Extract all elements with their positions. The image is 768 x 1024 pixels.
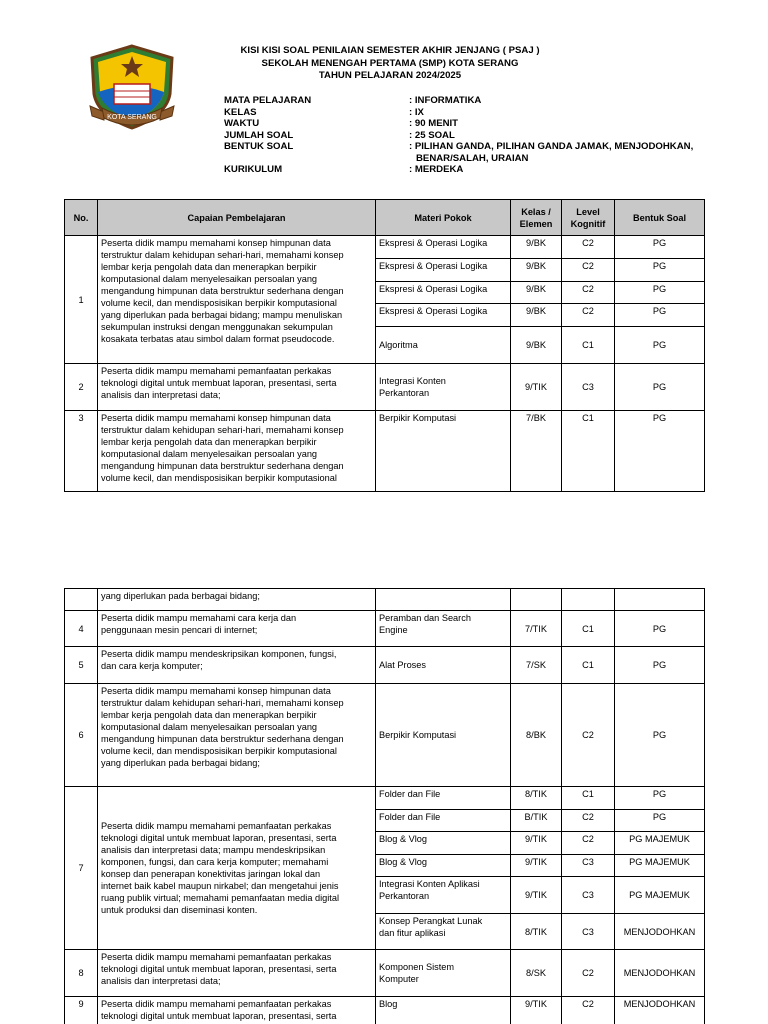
table-row [65, 411, 705, 492]
table-row [65, 364, 705, 411]
table-row [65, 950, 705, 997]
value-bentuk [409, 141, 719, 164]
cell-bentuk: PG [615, 327, 705, 364]
cell-materi: Berpikir Komputasi [376, 411, 511, 492]
cell-bentuk: PG [615, 236, 705, 259]
cell-level [562, 589, 615, 611]
info-row-jumlah [224, 130, 719, 142]
table-row [65, 589, 705, 611]
cell-level: C3 [562, 877, 615, 914]
cell-no: 2 [65, 364, 98, 411]
cell-cp: Peserta didik mampu memahami konsep himpunan data terstruktur dalam kehidupan sehari-hari, memahami konsep lembar kerja pengolah data dan menerapkan berpikir komputasional dalam menyelesaikan persoalan yang mengandung himpunan data berstruktur sederhana dengan volume kecil, dan mendisposisikan berpikir komputasional yang diperlukan pada berbagai bidang; mampu menuliskan sekumpulan instruksi dengan menggunakan sekumpulan kosakata terbatas atau simbol dalam format pseudocode. [98, 236, 376, 364]
logo-text: KOTA SERANG [107, 114, 157, 121]
cell-level: C2 [562, 282, 615, 304]
cell-level: C2 [562, 997, 615, 1024]
cell-materi: Peramban dan Search Engine [376, 611, 511, 647]
cell-bentuk: PG [615, 364, 705, 411]
cell-kelas: 9/BK [511, 236, 562, 259]
cell-kelas: 9/BK [511, 282, 562, 304]
cell-kelas: 9/BK [511, 327, 562, 364]
table-row [65, 787, 705, 810]
cell-kelas: 9/TIK [511, 364, 562, 411]
cell-cp: Peserta didik mampu mendeskripsikan komponen, fungsi, dan cara kerja komputer; [98, 647, 376, 684]
info-row-kurikulum [224, 164, 719, 176]
label-waktu: WAKTU [224, 118, 260, 129]
table-row [65, 647, 705, 684]
cell-bentuk: PG [615, 304, 705, 327]
cell-materi: Blog [376, 997, 511, 1024]
cell-no: 7 [65, 787, 98, 950]
cell-no: 9 [65, 997, 98, 1024]
cell-materi: Folder dan File [376, 810, 511, 832]
cell-level: C2 [562, 950, 615, 997]
cell-materi: Ekspresi & Operasi Logika [376, 282, 511, 304]
cell-kelas: 9/BK [511, 259, 562, 282]
cell-level: C2 [562, 684, 615, 787]
cell-bentuk: MENJODOHKAN [615, 914, 705, 950]
title-line-3: TAHUN PELAJARAN 2024/2025 [318, 70, 462, 82]
cell-level: C3 [562, 364, 615, 411]
title-line-1: KISI KISI SOAL PENILAIAN SEMESTER AKHIR JENJANG ( PSAJ ) [240, 45, 540, 56]
info-row-kelas [224, 107, 719, 119]
cell-cp: Peserta didik mampu memahami pemanfaatan perkakas teknologi digital untuk membuat laporan, presentasi, serta analisis dan interpretasi data; mampu mendeskripsikan komponen, fungsi, dan cara kerja komputer; memahami konsep dan penerapan konektivitas jaringan lokal dan internet baik kabel maupun nirkabel; dan mengetahui jenis ruang publik virtual; memahami pemanfaatan media digital untuk produksi dan diseminasi konten. [98, 787, 376, 950]
cell-kelas: 8/BK [511, 684, 562, 787]
cell-bentuk: MENJODOHKAN [615, 950, 705, 997]
value-kelas: : IX [409, 106, 424, 118]
header-bentuk: Bentuk Soal [615, 200, 705, 236]
cell-materi: Integrasi Konten Perkantoran [376, 364, 511, 411]
cell-materi: Berpikir Komputasi [376, 684, 511, 787]
cell-level: C1 [562, 327, 615, 364]
cell-bentuk: PG [615, 787, 705, 810]
table-header-row [65, 200, 705, 236]
cell-level: C3 [562, 855, 615, 877]
cell-level: C2 [562, 810, 615, 832]
table-row [65, 997, 705, 1024]
value-waktu: : 90 MENIT [409, 118, 459, 129]
cell-materi: Ekspresi & Operasi Logika [376, 236, 511, 259]
cell-level: C2 [562, 832, 615, 855]
cell-materi: Ekspresi & Operasi Logika [376, 259, 511, 282]
cell-no: 3 [65, 411, 98, 492]
cell-cp: Peserta didik mampu memahami pemanfaatan perkakas teknologi digital untuk membuat laporan, presentasi, serta [98, 997, 376, 1024]
cell-bentuk: PG [615, 282, 705, 304]
cell-materi: Algoritma [376, 327, 511, 364]
kota-serang-logo [84, 44, 180, 134]
cell-kelas: 8/TIK [511, 787, 562, 810]
cell-no: 1 [65, 236, 98, 364]
cell-kelas: 9/BK [511, 304, 562, 327]
cell-kelas: 9/TIK [511, 832, 562, 855]
cell-kelas: 9/TIK [511, 877, 562, 914]
value-bentuk-line1: : PILIHAN GANDA, PILIHAN GANDA JAMAK, MENJODOHKAN, [409, 141, 694, 152]
label-bentuk: BENTUK SOAL [224, 141, 294, 152]
cell-materi: Folder dan File [376, 787, 511, 810]
cell-cp: Peserta didik mampu memahami pemanfaatan perkakas teknologi digital untuk membuat laporan, presentasi, serta analisis dan interpretasi data; [98, 950, 376, 997]
cell-bentuk: PG [615, 684, 705, 787]
cell-bentuk: PG [615, 810, 705, 832]
cell-materi: Komponen Sistem Komputer [376, 950, 511, 997]
header-cp: Capaian Pembelajaran [98, 200, 376, 236]
cell-bentuk: PG MAJEMUK [615, 832, 705, 855]
cell-bentuk: MENJODOHKAN [615, 997, 705, 1024]
cell-bentuk: PG [615, 411, 705, 492]
label-kelas: KELAS [224, 106, 257, 118]
cell-kelas: 7/TIK [511, 611, 562, 647]
info-row-bentuk [224, 141, 719, 164]
header-level: Level Kognitif [562, 200, 615, 236]
cell-materi [376, 589, 511, 611]
cell-kelas: 8/SK [511, 950, 562, 997]
info-row-waktu [224, 118, 719, 130]
cell-level: C1 [562, 787, 615, 810]
table-row [65, 684, 705, 787]
kisi-table-part-1 [64, 199, 705, 492]
cell-kelas: 9/TIK [511, 997, 562, 1024]
exam-info [224, 95, 719, 176]
value-mapel: : INFORMATIKA [409, 95, 482, 106]
label-kurikulum: KURIKULUM [224, 164, 283, 175]
info-row-mapel [224, 95, 719, 107]
cell-level: C2 [562, 304, 615, 327]
document-title [190, 45, 590, 83]
cell-cp: Peserta didik mampu memahami cara kerja dan penggunaan mesin pencari di internet; [98, 611, 376, 647]
cell-cp: yang diperlukan pada berbagai bidang; [98, 589, 376, 611]
cell-level: C2 [562, 236, 615, 259]
cell-materi: Alat Proses [376, 647, 511, 684]
kisi-table-part-2 [64, 588, 705, 1024]
cell-no [65, 589, 98, 611]
header-kelas: Kelas / Elemen [511, 200, 562, 236]
cell-materi: Integrasi Konten Aplikasi Perkantoran [376, 877, 511, 914]
title-line-2: SEKOLAH MENENGAH PERTAMA (SMP) KOTA SERANG [261, 57, 519, 69]
label-jumlah: JUMLAH SOAL [224, 129, 294, 141]
header-materi: Materi Pokok [376, 200, 511, 236]
cell-bentuk: PG MAJEMUK [615, 877, 705, 914]
label-mapel: MATA PELAJARAN [224, 95, 312, 106]
cell-bentuk: PG [615, 259, 705, 282]
value-jumlah: : 25 SOAL [409, 129, 455, 141]
cell-kelas [511, 589, 562, 611]
cell-bentuk: PG [615, 647, 705, 684]
cell-no: 4 [65, 611, 98, 647]
cell-bentuk: PG [615, 611, 705, 647]
table-row [65, 611, 705, 647]
cell-kelas: 7/SK [511, 647, 562, 684]
cell-materi: Blog & Vlog [376, 832, 511, 855]
cell-kelas: B/TIK [511, 810, 562, 832]
cell-kelas: 8/TIK [511, 914, 562, 950]
cell-no: 8 [65, 950, 98, 997]
cell-materi: Ekspresi & Operasi Logika [376, 304, 511, 327]
cell-materi: Konsep Perangkat Lunak dan fitur aplikasi [376, 914, 511, 950]
cell-cp: Peserta didik mampu memahami konsep himpunan data terstruktur dalam kehidupan sehari-hari, memahami konsep lembar kerja pengolah data dan menerapkan berpikir komputasional dalam menyelesaikan persoalan yang mengandung himpunan data berstruktur sederhana dengan volume kecil, dan mendisposisikan berpikir komputasional yang diperlukan pada berbagai bidang; [98, 684, 376, 787]
table-row [65, 236, 705, 259]
header-no: No. [65, 200, 98, 236]
cell-level: C3 [562, 914, 615, 950]
cell-bentuk: PG MAJEMUK [615, 855, 705, 877]
cell-cp: Peserta didik mampu memahami konsep himpunan data terstruktur dalam kehidupan sehari-hari, memahami konsep lembar kerja pengolah data dan menerapkan berpikir komputasional dalam menyelesaikan persoalan yang mengandung himpunan data berstruktur sederhana dengan volume kecil, dan mendisposisikan berpikir komputasional [98, 411, 376, 492]
cell-level: C1 [562, 611, 615, 647]
cell-level: C1 [562, 647, 615, 684]
cell-cp: Peserta didik mampu memahami pemanfaatan perkakas teknologi digital untuk membuat laporan, presentasi, serta analisis dan interpretasi data; [98, 364, 376, 411]
value-bentuk-line2: BENAR/SALAH, URAIAN [416, 152, 529, 164]
cell-kelas: 9/TIK [511, 855, 562, 877]
cell-no: 6 [65, 684, 98, 787]
value-kurikulum: : MERDEKA [409, 164, 464, 175]
cell-materi: Blog & Vlog [376, 855, 511, 877]
cell-kelas: 7/BK [511, 411, 562, 492]
cell-no: 5 [65, 647, 98, 684]
cell-bentuk [615, 589, 705, 611]
cell-level: C2 [562, 259, 615, 282]
cell-level: C1 [562, 411, 615, 492]
